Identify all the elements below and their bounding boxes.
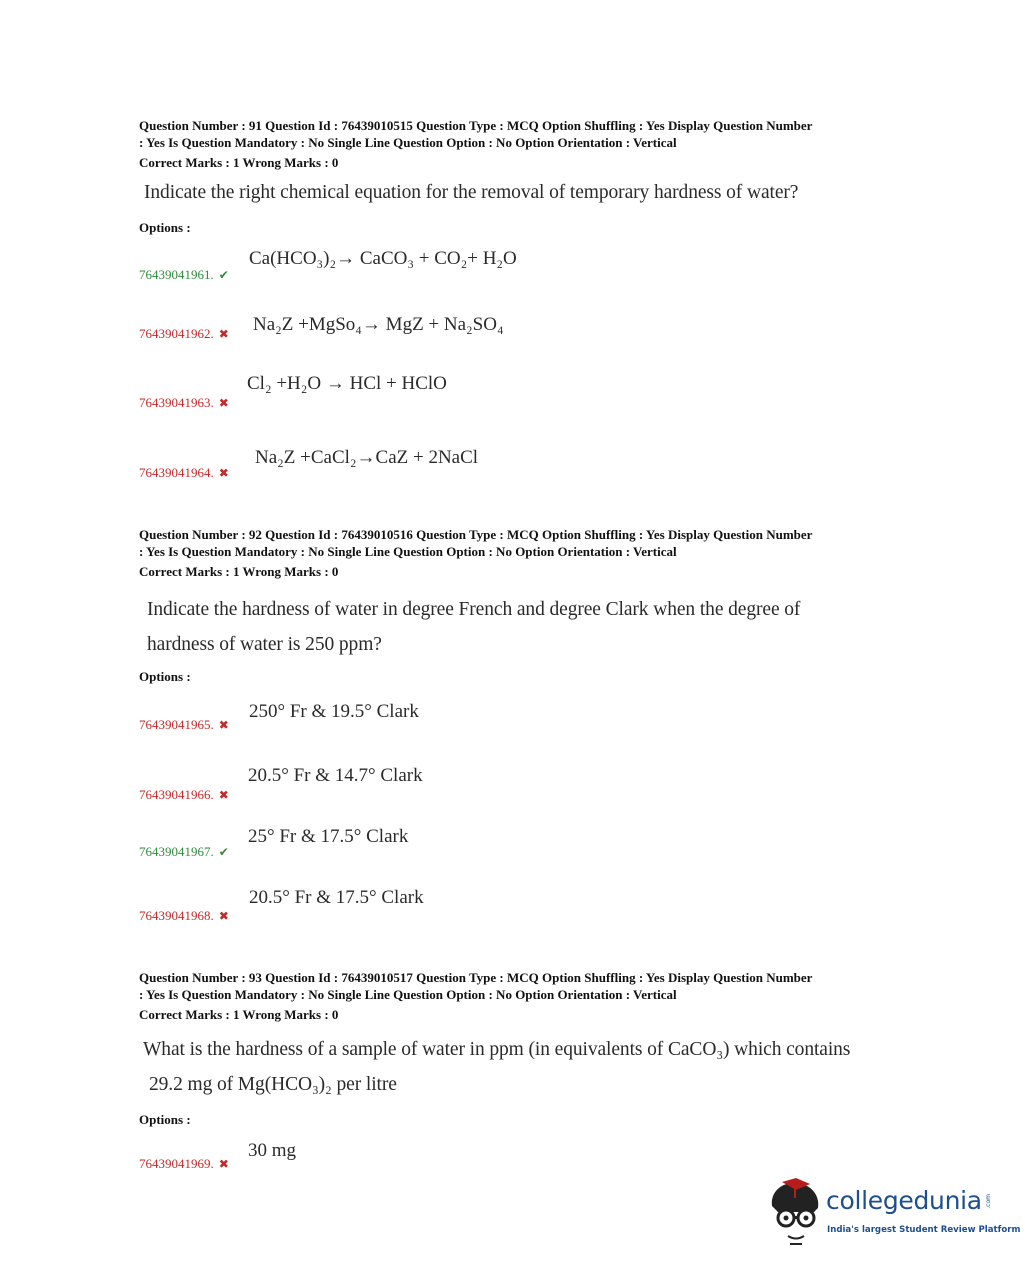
q93-meta [139,970,919,1003]
cross-icon: ✖ [218,1157,229,1171]
q92-option-3-text: 25° Fr & 17.5° Clark [248,826,409,847]
q91-options-label: Options : [139,220,191,235]
collegedunia-logo [766,1178,1021,1248]
q91-option-2-id: 76439041962. ✖ [139,326,229,341]
q92-option-4-id: 76439041968. ✖ [139,908,229,923]
cross-icon: ✖ [218,396,229,410]
q91-option-4-id: 76439041964. ✖ [139,465,229,480]
q92-option-2-id: 76439041966. ✖ [139,787,229,802]
q92-option-1-id: 76439041965. ✖ [139,717,229,732]
q92-option-4-text: 20.5° Fr & 17.5° Clark [249,887,424,908]
q93-question-text-line1: What is the hardness of a sample of water in ppm (in equivalents of CaCO₃) which contains [143,1039,851,1060]
q91-option-1-id: 76439041961. ✔ [139,267,229,282]
logo-name: collegedunia [826,1186,982,1215]
check-icon: ✔ [218,845,229,859]
q91-option-4-text: Na₂Z +CaCl₂→CaZ + 2NaCl [255,447,479,468]
logo-suffix: .com [985,1194,992,1209]
q92-option-1-text: 250° Fr & 19.5° Clark [249,701,419,722]
q93-question-text-line2: 29.2 mg of Mg(HCO₃)₂ per litre [149,1074,397,1095]
q91-meta-line2: : Yes Is Question Mandatory : No Single Line Question Option : No Option Orientation : Vertical [139,134,677,150]
q91-marks: Correct Marks : 1 Wrong Marks : 0 [139,155,339,170]
cross-icon: ✖ [218,909,229,923]
check-icon: ✔ [218,268,229,282]
q92-marks: Correct Marks : 1 Wrong Marks : 0 [139,564,339,579]
q92-meta-line2: : Yes Is Question Mandatory : No Single Line Question Option : No Option Orientation : Vertical [139,543,677,559]
logo-tagline: India's largest Student Review Platform [827,1225,1021,1235]
q91-question-text: Indicate the right chemical equation for the removal of temporary hardness of water? [144,182,799,203]
mascot-icon [766,1178,826,1248]
q92-meta [139,527,919,560]
q91-option-2-text: Na₂Z +MgSo₄→ MgZ + Na₂SO₄ [253,314,504,335]
q91-option-3-text: Cl₂ +H₂O → HCl + HClO [247,373,447,394]
q92-question-text-line1: Indicate the hardness of water in degree French and degree Clark when the degree of [147,599,801,620]
q92-option-3-id: 76439041967. ✔ [139,844,229,859]
cross-icon: ✖ [218,327,229,341]
q92-question-text-line2: hardness of water is 250 ppm? [147,634,382,655]
q93-option-1-id: 76439041969. ✖ [139,1156,229,1171]
q93-marks: Correct Marks : 1 Wrong Marks : 0 [139,1007,339,1022]
q91-option-1-text: Ca(HCO₃)₂→ CaCO₃ + CO₂+ H₂O [249,248,517,269]
q91-meta [139,118,919,151]
cross-icon: ✖ [218,788,229,802]
q92-meta-line1: Question Number : 92 Question Id : 76439010516 Question Type : MCQ Option Shuffling : Yes Display Question Number [139,527,813,542]
q91-meta-line1: Question Number : 91 Question Id : 76439010515 Question Type : MCQ Option Shuffling : Yes Display Question Number [139,118,813,133]
q93-meta-line2: : Yes Is Question Mandatory : No Single Line Question Option : No Option Orientation : Vertical [139,986,677,1002]
cross-icon: ✖ [218,718,229,732]
q92-option-2-text: 20.5° Fr & 14.7° Clark [248,765,423,786]
q91-option-3-id: 76439041963. ✖ [139,395,229,410]
cross-icon: ✖ [218,466,229,480]
q92-options-label: Options : [139,669,191,684]
q93-options-label: Options : [139,1112,191,1127]
q93-option-1-text: 30 mg [248,1140,297,1161]
q93-meta-line1: Question Number : 93 Question Id : 76439010517 Question Type : MCQ Option Shuffling : Yes Display Question Number [139,970,813,985]
